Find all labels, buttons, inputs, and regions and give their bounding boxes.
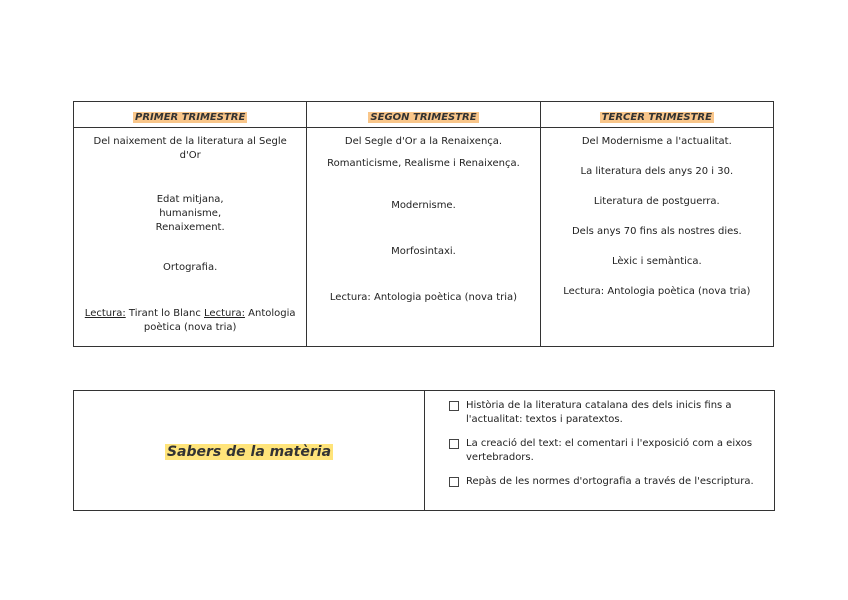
primer-trimestre-content [74,128,307,347]
segon-trimestre-content [307,128,540,347]
primer-readings [84,307,296,335]
sabers-list [425,391,775,511]
tercer-item-4: Dels anys 70 fins als nostres dies. [571,226,742,237]
trimester-table [73,101,774,347]
checkbox-icon[interactable] [449,439,459,449]
checkbox-icon[interactable] [449,401,459,411]
primer-item-2a: Edat mitjana, [156,194,224,205]
primer-item-3: Ortografia. [163,262,218,273]
reading-label: Lectura: [84,308,126,319]
saber-text: Història de la literatura catalana des dels inicis fins a l'actualitat: textos i paratextos. [466,400,732,425]
reading-label-2: Lectura: [204,308,245,319]
segon-item-1: Del Segle d'Or a la Renaixença. [344,136,503,147]
sabers-title: Sabers de la matèria [166,444,332,460]
tercer-item-1: Del Modernisme a l'actualitat. [581,136,732,147]
saber-text: Repàs de les normes d'ortografia a través de l'escriptura. [466,476,754,487]
header-primer-trimestre: PRIMER TRIMESTRE [74,102,307,128]
saber-item [449,399,764,427]
segon-item-5: Lectura: Antologia poètica (nova tria) [329,292,518,303]
tercer-trimestre-content [540,128,773,347]
tercer-item-6: Lectura: Antologia poètica (nova tria) [563,286,751,297]
saber-text: La creació del text: el comentari i l'exposició com a eixos vertebradors. [466,438,753,463]
segon-item-4: Morfosintaxi. [391,246,456,257]
header-tercer-trimestre: TERCER TRIMESTRE [540,102,773,128]
reading-tirant: Tirant lo Blanc [128,308,201,319]
tercer-item-3: Literatura de postguerra. [593,196,720,207]
checkbox-icon[interactable] [449,477,459,487]
tercer-item-5: Lèxic i semàntica. [611,256,702,267]
header-segon-trimestre: SEGON TRIMESTRE [307,102,540,128]
reading-antologia: Antologia poètica (nova tria) [143,308,296,333]
primer-item-1: Del naixement de la literatura al Segle d'Or [93,136,287,161]
sabers-table [73,390,775,511]
saber-item [449,475,764,489]
saber-item [449,437,764,465]
segon-item-2: Romanticisme, Realisme i Renaixença. [327,158,520,169]
sabers-title-cell [74,391,425,511]
segon-item-3: Modernisme. [391,200,456,211]
primer-item-2c: Renaixement. [155,222,225,233]
tercer-item-2: La literatura dels anys 20 i 30. [580,166,734,177]
primer-item-2b: humanisme, [159,208,222,219]
